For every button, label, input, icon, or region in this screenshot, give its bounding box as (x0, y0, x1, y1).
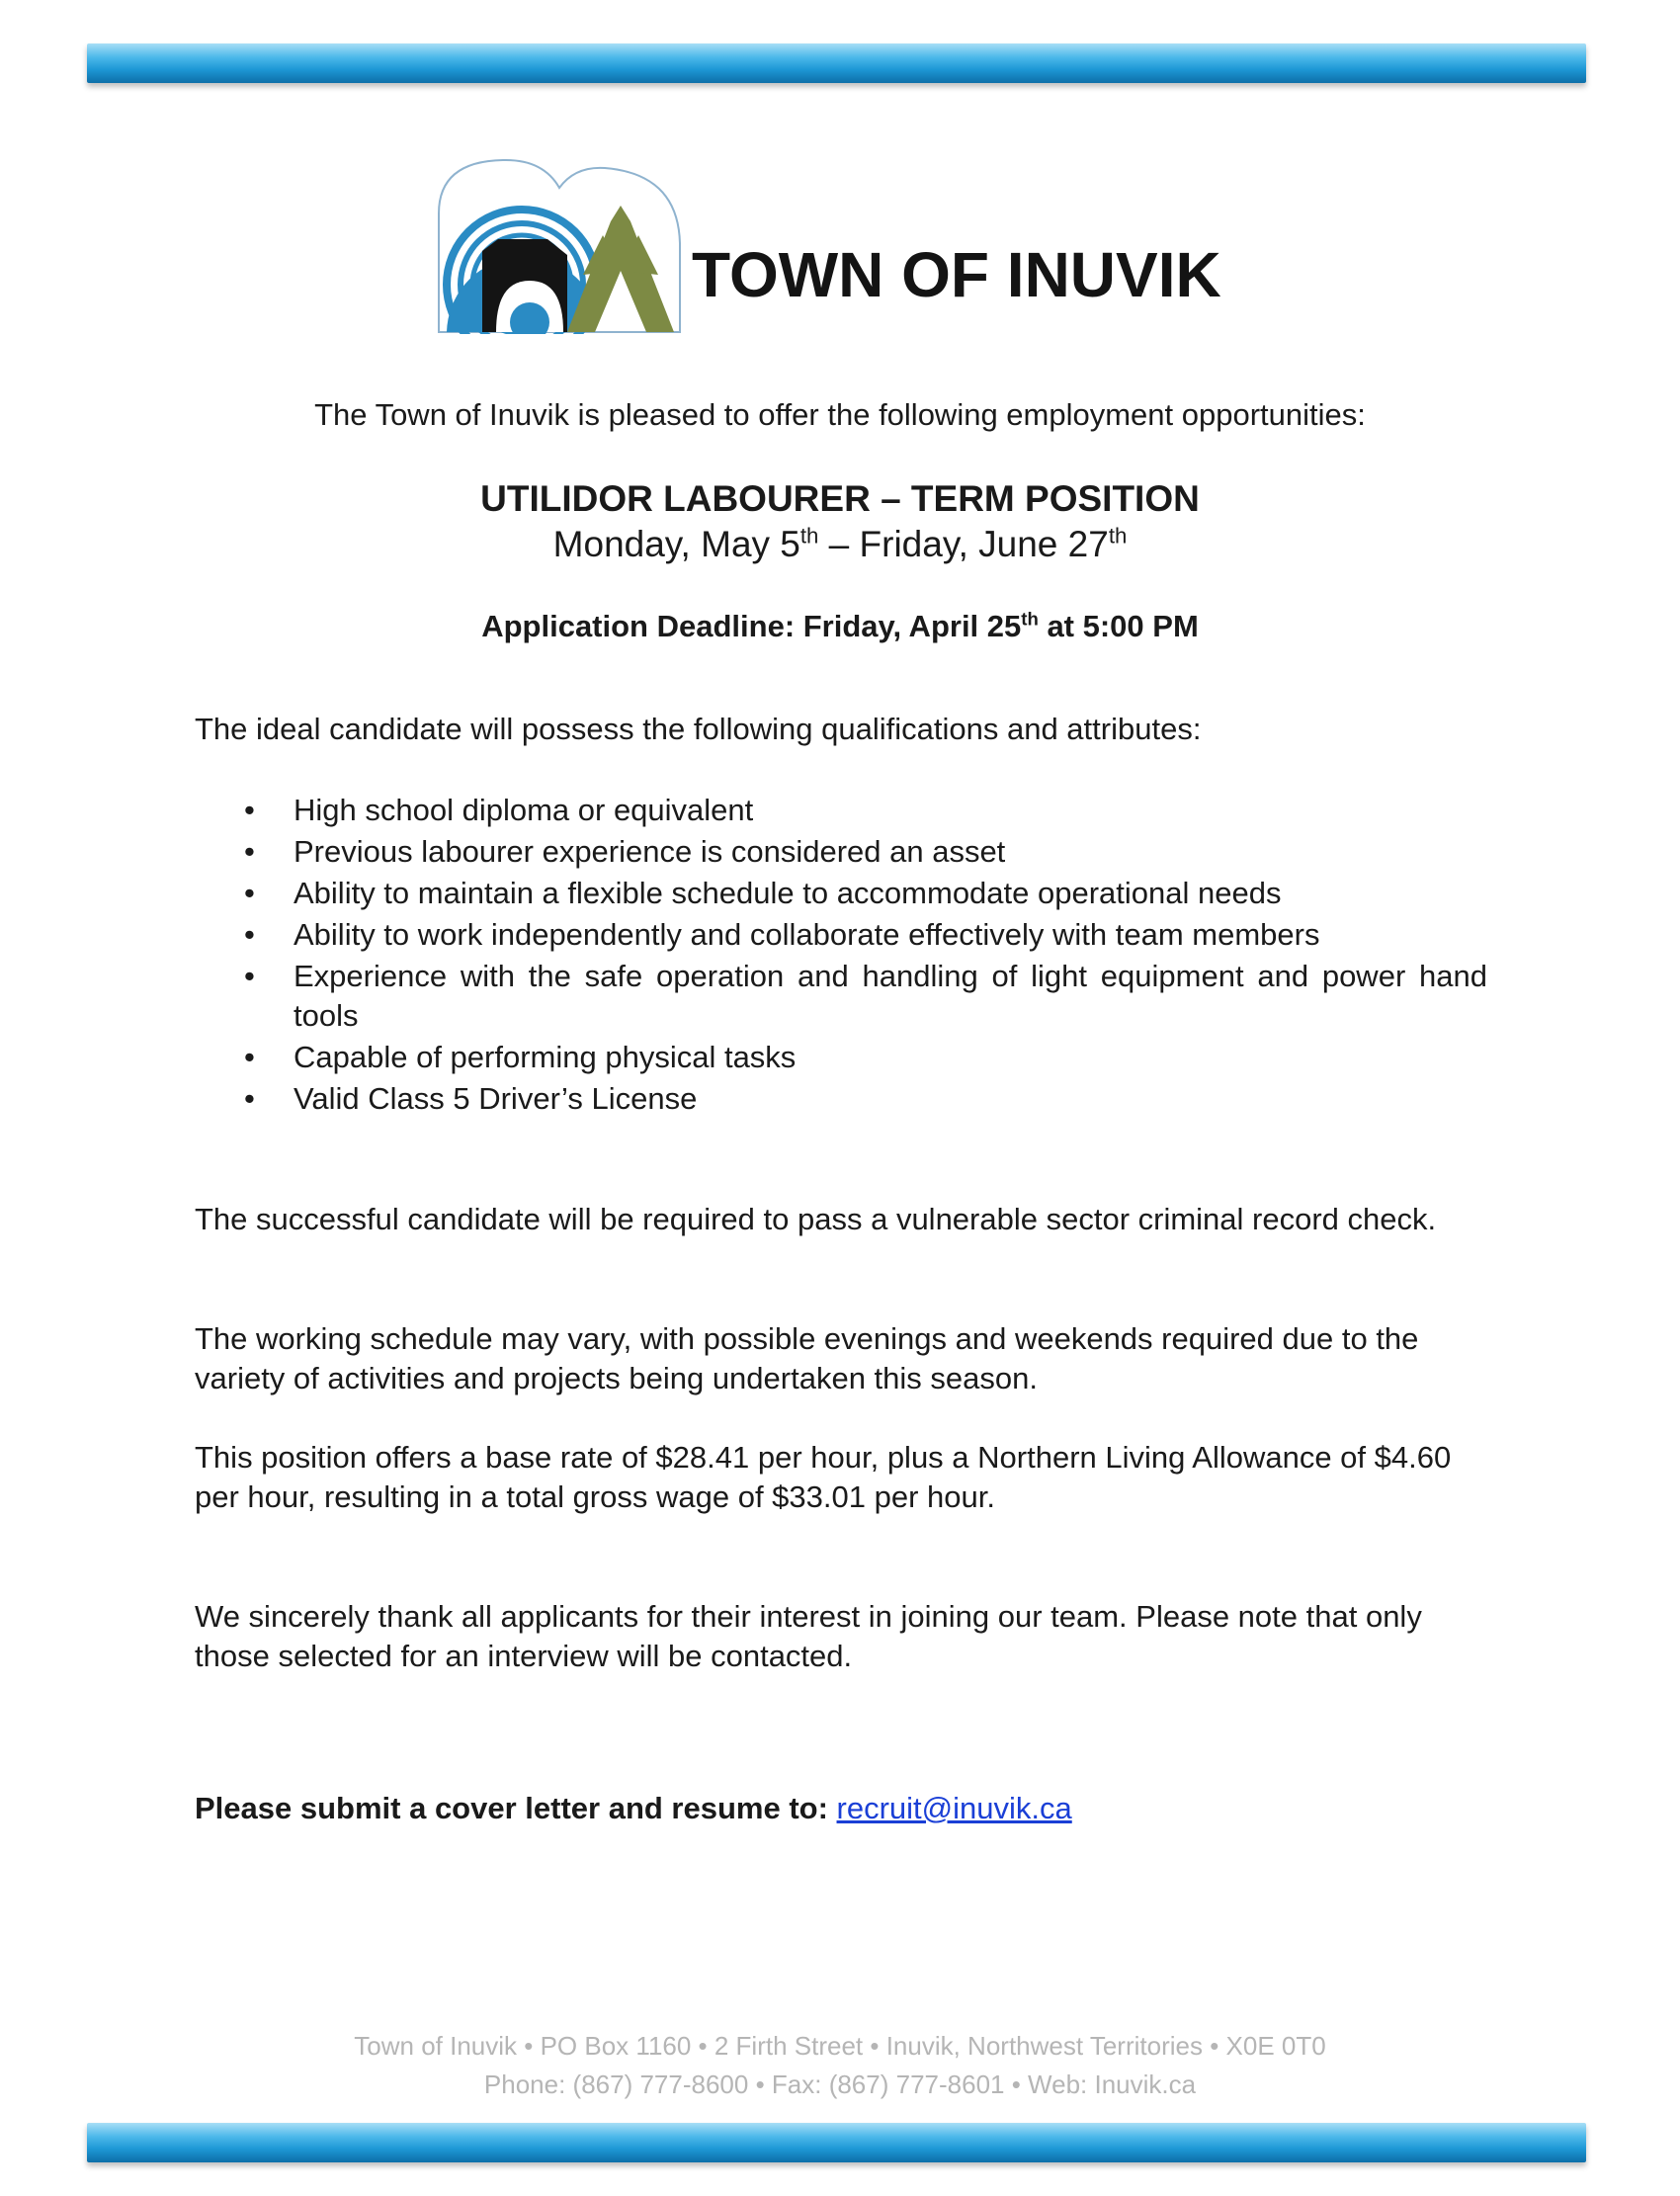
town-logo (437, 156, 1237, 334)
bullet-icon: • (244, 793, 255, 827)
list-item-text: Previous labourer experience is considered an asset (294, 834, 1006, 869)
submit-instructions (195, 1789, 1489, 1828)
list-item (240, 915, 1487, 955)
thanks-paragraph: We sincerely thank all applicants for their interest in joining our team. Please note that only those selected for an interview will be contacted. (195, 1599, 1422, 1673)
list-item-text: Experience with the safe operation and handling of light equipment and power hand tools (294, 959, 1487, 1033)
list-item (240, 1038, 1487, 1077)
top-decorative-bar (87, 43, 1586, 83)
bullet-icon: • (244, 1081, 255, 1116)
intro-line: The Town of Inuvik is pleased to offer the following employment opportunities: (314, 397, 1366, 432)
deadline-sup: th (1021, 608, 1039, 630)
list-item-text: Valid Class 5 Driver’s License (294, 1081, 698, 1116)
email-link[interactable]: recruit@inuvik.ca (836, 1791, 1072, 1825)
schedule-paragraph: The working schedule may vary, with possible evenings and weekends required due to the variety of activities and projects being undertaken this season. (195, 1321, 1419, 1395)
list-item (240, 957, 1487, 1036)
bullet-icon: • (244, 917, 255, 952)
bullet-icon: • (244, 1040, 255, 1074)
dates-end: – Friday, June 27 (818, 524, 1109, 564)
bullet-icon: • (244, 876, 255, 910)
application-deadline (0, 609, 1680, 644)
dates-end-sup: th (1108, 523, 1128, 549)
footer-address: Town of Inuvik • PO Box 1160 • 2 Firth Street • Inuvik, Northwest Territories • X0E 0T0 (354, 2031, 1326, 2061)
criminal-check-paragraph: The successful candidate will be required to pass a vulnerable sector criminal record check. (195, 1202, 1437, 1236)
dates-start: Monday, May 5 (552, 524, 800, 564)
position-dates (0, 524, 1680, 565)
qualifications-intro: The ideal candidate will possess the following qualifications and attributes: (195, 712, 1202, 746)
logo-text: TOWN OF INUVIK (692, 239, 1221, 310)
list-item (240, 791, 1487, 830)
list-item (240, 874, 1487, 913)
list-item (240, 832, 1487, 872)
submit-label: Please submit a cover letter and resume to: (195, 1791, 837, 1825)
qualifications-list (240, 791, 1487, 1121)
list-item-text: High school diploma or equivalent (294, 793, 754, 827)
dates-start-sup: th (799, 523, 819, 549)
bullet-icon: • (244, 834, 255, 869)
deadline-label: Application Deadline: Friday, April 25 (481, 609, 1022, 643)
position-title: UTILIDOR LABOURER – TERM POSITION (480, 478, 1200, 519)
list-item-text: Capable of performing physical tasks (294, 1040, 797, 1074)
footer-contact: Phone: (867) 777-8600 • Fax: (867) 777-8601 • Web: Inuvik.ca (483, 2069, 1197, 2099)
bottom-decorative-bar (87, 2123, 1586, 2162)
list-item-text: Ability to work independently and collaborate effectively with team members (294, 917, 1320, 952)
bullet-icon: • (244, 959, 255, 993)
deadline-time: at 5:00 PM (1038, 609, 1199, 643)
list-item (240, 1079, 1487, 1119)
wage-paragraph: This position offers a base rate of $28.41 per hour, plus a Northern Living Allowance of $4.60 per hour, resulting in a total gross wage of $33.01 per hour. (195, 1440, 1452, 1514)
list-item-text: Ability to maintain a flexible schedule to accommodate operational needs (294, 876, 1282, 910)
